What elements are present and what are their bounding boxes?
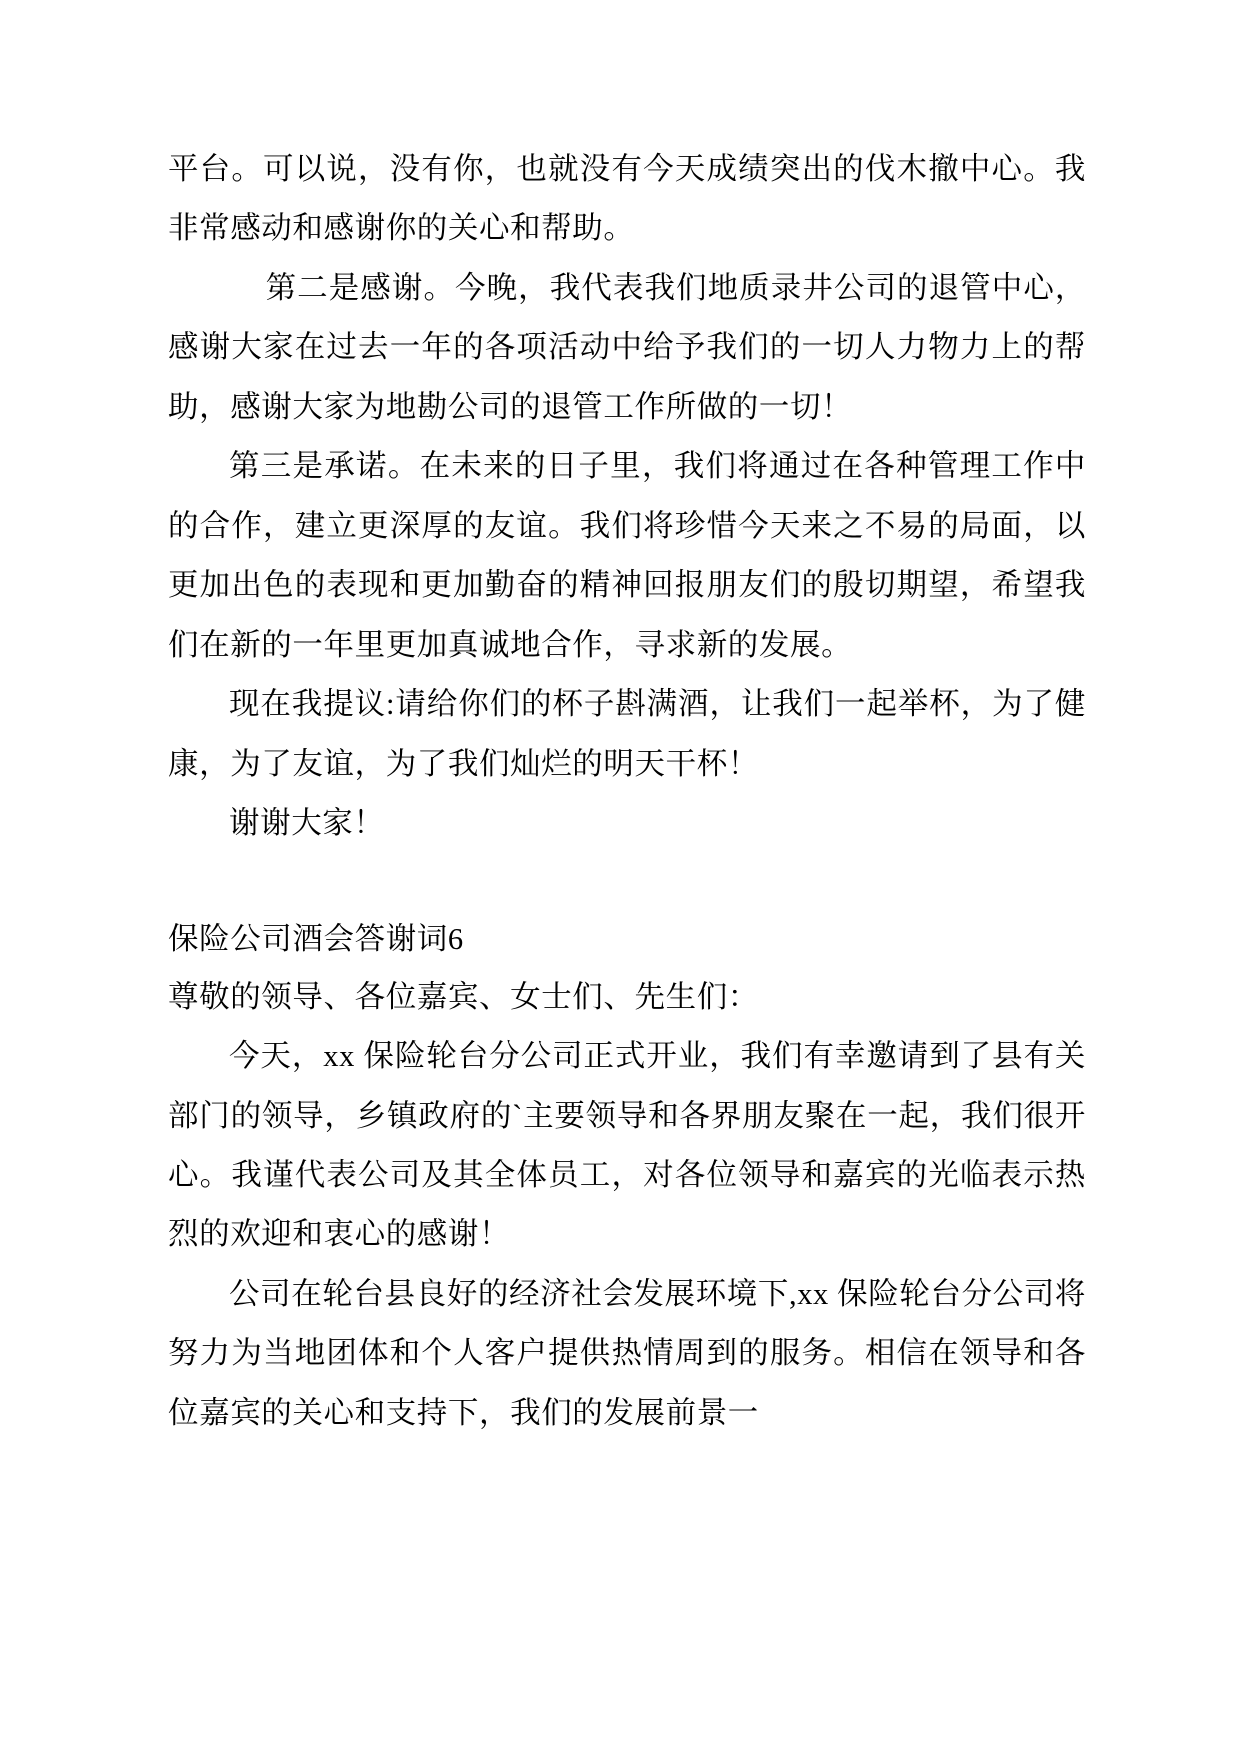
paragraph-thank-you: 谢谢大家！ (229, 806, 385, 841)
paragraph-opening-ceremony: 今天，xx 保险轮台分公司正式开业，我们有幸邀请到了县有关部门的领导，乡镇政府的`主要领导和各界朋友聚在一起，我们很开心。我谨代表公司及其全体员工，对各位领导和嘉宾的光临表示热烈的欢迎和衷心的感谢！ (168, 1039, 1086, 1252)
paragraph-second-thanks: 第二是感谢。今晚，我代表我们地质录井公司的退管中心，感谢大家在过去一年的各项活动中给予我们的一切人力物力上的帮助，感谢大家为地勘公司的退管工作所做的一切！ (168, 270, 1086, 424)
paragraph-company-service: 公司在轮台县良好的经济社会发展环境下,xx 保险轮台分公司将努力为当地团体和个人客户提供热情周到的服务。相信在领导和各位嘉宾的关心和支持下，我们的发展前景一 (168, 1276, 1086, 1430)
paragraph-continued-thanks: 平台。可以说，没有你，也就没有今天成绩突出的伐木撤中心。我非常感动和感谢你的关心和帮助。 (168, 152, 1086, 246)
section-spacer (168, 854, 1086, 910)
section-heading: 保险公司酒会答谢词6 (168, 921, 464, 956)
paragraph-toast-proposal: 现在我提议:请给你们的杯子斟满酒，让我们一起举杯，为了健康，为了友谊，为了我们灿烂的明天干杯！ (168, 687, 1086, 781)
document-body (168, 140, 1086, 1443)
paragraph-third-promise: 第三是承诺。在未来的日子里，我们将通过在各种管理工作中的合作，建立更深厚的友谊。我们将珍惜今天来之不易的局面，以更加出色的表现和更加勤奋的精神回报朋友们的殷切期望，希望我们在新的一年里更加真诚地合作，寻求新的发展。 (168, 449, 1086, 662)
salutation: 尊敬的领导、各位嘉宾、女士们、先生们： (168, 980, 759, 1015)
